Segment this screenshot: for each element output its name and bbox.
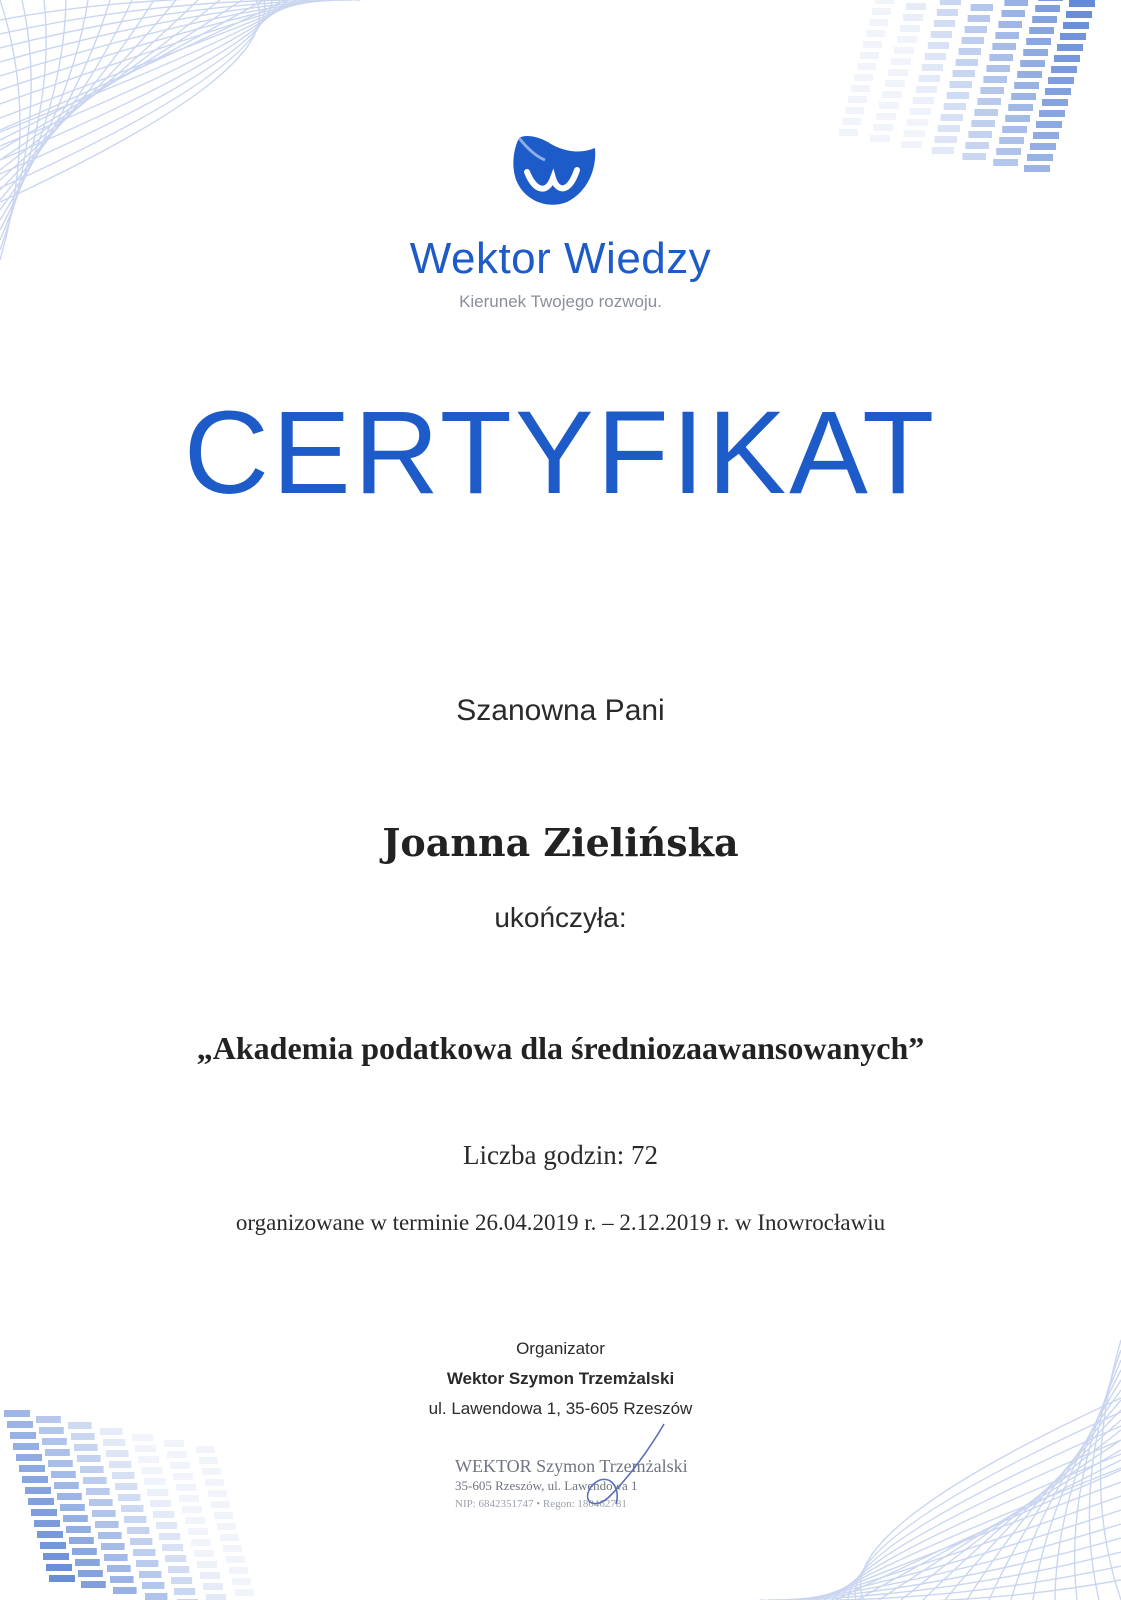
decorative-bar: [1024, 165, 1050, 172]
decorative-bar: [974, 109, 998, 116]
decorative-bar: [69, 1537, 94, 1544]
decorative-bar: [71, 1433, 95, 1440]
decorative-line: [776, 1552, 1121, 1600]
decorative-bar: [1045, 88, 1071, 95]
decorative-bar: [882, 91, 902, 98]
decorative-bar: [68, 1422, 92, 1429]
decorative-line: [0, 0, 280, 160]
decorative-line: [0, 0, 264, 140]
salutation: Szanowna Pani: [456, 694, 665, 727]
decorative-bar: [913, 97, 934, 104]
completed-label: ukończyła:: [494, 902, 627, 933]
decorative-bar: [174, 1588, 195, 1595]
decorative-bar: [1060, 33, 1086, 40]
decorative-bar: [164, 1440, 184, 1447]
decorative-line: [0, 0, 344, 48]
decorative-bar: [989, 54, 1013, 61]
decorative-line: [0, 0, 328, 76]
wave-w-logo-icon: [505, 130, 605, 210]
decorative-bar: [944, 103, 966, 110]
decorative-bar: [168, 1566, 189, 1573]
decorative-bar: [993, 159, 1018, 166]
decorative-bar: [919, 75, 940, 82]
decorative-bar: [170, 1462, 190, 1469]
decorative-line: [0, 0, 88, 220]
decorative-bar: [968, 131, 992, 138]
decorative-bar: [185, 1517, 205, 1524]
decorative-bar: [112, 1472, 134, 1479]
decorative-bar: [89, 1499, 113, 1506]
stamp-line-3: NIP: 6842351747 • Regon: 180462781: [455, 1498, 627, 1510]
decorative-bar: [971, 120, 995, 127]
decorative-bar: [1036, 121, 1062, 128]
decorative-bar: [910, 108, 931, 115]
certificate-title: CERTYFIKAT: [183, 387, 938, 519]
decorative-bar: [81, 1581, 106, 1588]
decorative-bar: [1011, 93, 1036, 100]
decorative-bar: [968, 15, 990, 22]
decorative-line: [0, 0, 154, 190]
decorative-bar: [1030, 143, 1056, 150]
decorative-line: [0, 0, 46, 240]
decorative-line: [967, 1410, 1121, 1600]
decorative-line: [0, 0, 265, 188]
decorative-bar: [19, 1465, 45, 1472]
decorative-bar: [136, 1560, 158, 1567]
decorative-bar: [78, 1570, 103, 1577]
decorative-line: [0, 0, 304, 118]
decorative-bar: [935, 136, 957, 143]
decorative-line: [0, 0, 110, 210]
decorative-bar: [223, 1545, 242, 1552]
decorative-bar: [113, 1587, 137, 1594]
decorative-line: [879, 1450, 1121, 1600]
decorative-bar: [200, 1572, 220, 1579]
decorative-bar: [1048, 77, 1074, 84]
decorative-line: [0, 0, 66, 230]
decorative-bar: [46, 1564, 72, 1571]
decorative-bar: [208, 1490, 227, 1497]
decorative-bar: [860, 52, 879, 59]
decorative-bar: [34, 1520, 60, 1527]
decorative-bar: [45, 1449, 70, 1456]
decorative-bar: [962, 153, 986, 160]
decorative-bar: [214, 1512, 233, 1519]
decorative-bar: [217, 1523, 236, 1530]
decorative-line: [0, 0, 296, 132]
decorative-bar: [182, 1506, 202, 1513]
decorative-bar: [1033, 132, 1059, 139]
decorative-bar: [1051, 66, 1077, 73]
decorative-bar: [109, 1461, 131, 1468]
decorative-bar: [153, 1511, 174, 1518]
decorative-bar: [922, 64, 943, 71]
decorative-bar: [992, 43, 1016, 50]
decorative-bar: [901, 141, 922, 148]
decorative-bar: [188, 1528, 208, 1535]
decorative-bar: [206, 1594, 226, 1600]
decorative-bar: [848, 96, 867, 103]
decorative-bar: [888, 69, 908, 76]
decorative-line: [0, 0, 360, 20]
decorative-bar: [162, 1544, 183, 1551]
decorative-bar: [941, 114, 963, 121]
course-hours: Liczba godzin: 72: [463, 1140, 658, 1170]
decorative-line: [0, 0, 312, 104]
decorative-bar: [39, 1427, 64, 1434]
decorative-bar: [133, 1549, 155, 1556]
decorative-bar: [950, 81, 972, 88]
decorative-bar: [938, 125, 960, 132]
decorative-line: [768, 1566, 1121, 1600]
decorative-bar: [167, 1451, 187, 1458]
decorative-bar: [937, 9, 958, 16]
decorative-line: [923, 1430, 1121, 1600]
decorative-bar: [839, 129, 858, 136]
decorative-bar: [48, 1460, 73, 1467]
decorative-bar: [141, 1467, 162, 1474]
decorative-bar: [66, 1526, 91, 1533]
decorative-bar: [101, 1543, 125, 1550]
decorative-bar: [977, 98, 1001, 105]
decorative-bar: [235, 1589, 254, 1596]
decorative-line: [0, 0, 286, 130]
decorative-bar: [115, 1483, 137, 1490]
decorative-line: [945, 1420, 1121, 1600]
decorative-line: [0, 0, 336, 62]
brand-tagline: Kierunek Twojego rozwoju.: [459, 292, 662, 311]
decorative-line: [901, 1440, 1121, 1600]
decorative-bar: [42, 1438, 67, 1445]
decorative-line: [0, 0, 320, 90]
decorative-bar: [999, 137, 1024, 144]
organizer-address: ul. Lawendowa 1, 35-605 Rzeszów: [428, 1399, 693, 1418]
decorative-line: [0, 0, 31, 250]
decorative-line: [860, 1398, 1121, 1600]
stamp-line-2: 35-605 Rzeszów, ul. Lawendowa 1: [455, 1478, 638, 1493]
decorative-bar: [857, 63, 876, 70]
decorative-bar: [1027, 154, 1053, 161]
decorative-bar: [107, 1565, 131, 1572]
decorative-bar: [194, 1550, 214, 1557]
decorative-bar: [124, 1516, 146, 1523]
decorative-bar: [925, 53, 946, 60]
decorative-bar: [916, 86, 937, 93]
decorative-bar: [1054, 55, 1080, 62]
decorative-bar: [1023, 49, 1048, 56]
decorative-bar: [876, 113, 896, 120]
decorative-bar: [894, 47, 914, 54]
decorative-bar: [928, 42, 949, 49]
decorative-bar: [7, 1421, 33, 1428]
decorative-bar: [86, 1488, 110, 1495]
decorative-bar: [77, 1455, 101, 1462]
decorative-bar: [971, 4, 993, 11]
decorative-bar: [16, 1454, 42, 1461]
decorative-line: [989, 1400, 1121, 1600]
decorative-bar: [980, 87, 1004, 94]
decorative-bar: [49, 1575, 75, 1582]
decorative-bar: [1026, 38, 1051, 45]
decorative-bar: [130, 1538, 152, 1545]
decorative-line: [792, 1524, 1121, 1600]
decorative-bar: [1032, 16, 1057, 23]
decorative-bar: [135, 1445, 156, 1452]
decorative-bar: [150, 1500, 171, 1507]
decorative-bar: [863, 41, 882, 48]
decorative-bar: [904, 130, 925, 137]
decorative-bar: [171, 1577, 192, 1584]
organizer-label: Organizator: [516, 1339, 605, 1358]
decorative-line: [835, 1470, 1121, 1600]
decorative-bar: [220, 1534, 239, 1541]
decorative-bar: [956, 59, 978, 66]
decorative-line: [784, 1538, 1121, 1600]
decorative-bar: [165, 1555, 186, 1562]
decorative-bar: [203, 1583, 223, 1590]
decorative-line: [808, 1496, 1121, 1600]
decorative-bar: [907, 119, 928, 126]
decorative-bar: [842, 118, 861, 125]
decorative-bar: [43, 1553, 69, 1560]
decorative-bar: [940, 0, 961, 5]
decorative-bar: [1029, 27, 1054, 34]
decorative-bar: [885, 80, 905, 87]
decorative-bar: [998, 21, 1022, 28]
signature-icon: [560, 1418, 680, 1518]
decorative-bar: [953, 70, 975, 77]
decorative-bar: [54, 1482, 79, 1489]
decorative-line: [1075, 1360, 1121, 1600]
decorative-bar: [1042, 99, 1068, 106]
decorative-bar: [1066, 11, 1092, 18]
decorative-bar: [891, 58, 911, 65]
decorative-bar: [947, 92, 969, 99]
decorative-bar: [63, 1515, 88, 1522]
decorative-bar: [28, 1498, 54, 1505]
decorative-bar: [179, 1495, 199, 1502]
decorative-bar: [31, 1509, 57, 1516]
decorative-bar: [60, 1504, 85, 1511]
decorative-bar: [1005, 115, 1030, 122]
decorative-bar: [121, 1505, 143, 1512]
decorative-bar: [110, 1576, 134, 1583]
decorative-bar: [144, 1478, 165, 1485]
decorative-line: [0, 0, 220, 160]
decorative-line: [824, 1468, 1121, 1600]
decorative-bar: [906, 3, 926, 10]
decorative-line: [0, 0, 20, 260]
decorative-bar: [106, 1450, 128, 1457]
decorative-bar: [854, 74, 873, 81]
decorative-bar: [132, 1434, 153, 1441]
decorative-bar: [995, 32, 1019, 39]
decorative-bar: [1038, 0, 1063, 1]
decorative-bar: [1020, 60, 1045, 67]
decorative-bar: [211, 1501, 230, 1508]
decorative-bar: [74, 1444, 98, 1451]
decorative-bar: [57, 1493, 82, 1500]
decorative-bar: [22, 1476, 48, 1483]
decorative-bar: [897, 36, 917, 43]
decorative-bar: [870, 135, 890, 142]
decorative-bar: [932, 147, 954, 154]
decorative-bar: [229, 1567, 248, 1574]
decorative-bar: [147, 1489, 168, 1496]
decorative-bar: [138, 1456, 159, 1463]
decorative-bar: [1001, 10, 1025, 17]
decorative-bar: [205, 1479, 224, 1486]
decorative-bar: [869, 19, 888, 26]
decorative-line: [0, 0, 176, 180]
decorative-bar: [104, 1554, 128, 1561]
decorative-bar: [1063, 22, 1089, 29]
decorative-line: [0, 0, 260, 202]
decorative-bar: [197, 1561, 217, 1568]
decorative-bar: [80, 1466, 104, 1473]
course-title: „Akademia podatkowa dla średniozaawansowanych”: [196, 1030, 925, 1066]
decorative-bar: [962, 37, 984, 44]
decorative-bar: [1004, 0, 1028, 6]
organizer-name: Wektor Szymon Trzemżalski: [446, 1369, 675, 1388]
decorative-line: [760, 1580, 1121, 1600]
decorative-bar: [159, 1533, 180, 1540]
decorative-bar: [25, 1487, 51, 1494]
decorative-bar: [13, 1443, 39, 1450]
decorative-line: [800, 1510, 1121, 1600]
decorative-bar: [127, 1527, 149, 1534]
decorative-bar: [1002, 126, 1027, 133]
decorative-bar: [10, 1432, 36, 1439]
decorative-bar: [1017, 71, 1042, 78]
decorative-bar: [845, 107, 864, 114]
decorative-bar: [196, 1446, 215, 1453]
decorative-line: [1011, 1390, 1121, 1600]
course-dates: organizowane w terminie 26.04.2019 r. – 2.12.2019 r. w Inowrocławiu: [235, 1210, 886, 1235]
decorative-bar: [191, 1539, 211, 1546]
decorative-bar: [866, 30, 885, 37]
decorative-bar: [996, 148, 1021, 155]
decorative-bar: [156, 1522, 177, 1529]
decorative-bar: [72, 1548, 97, 1555]
decorative-bar: [1014, 82, 1039, 89]
decorative-bar: [900, 25, 920, 32]
stamp-line-1: WEKTOR Szymon Trzemżalski: [455, 1456, 688, 1476]
decorative-bar: [118, 1494, 140, 1501]
recipient-name: Joanna Zielińska: [382, 820, 739, 865]
decorative-bar: [226, 1556, 245, 1563]
decorative-bar: [965, 142, 989, 149]
decorative-bar: [983, 76, 1007, 83]
decorative-bar: [872, 8, 891, 15]
decorative-bar: [965, 26, 987, 33]
decorative-bar: [103, 1439, 125, 1446]
decorative-line: [0, 0, 272, 174]
decorative-bar: [1035, 5, 1060, 12]
decorative-bar: [139, 1571, 161, 1578]
decorative-line: [0, 0, 198, 170]
decorative-bar: [142, 1582, 164, 1589]
decorative-bar: [98, 1532, 122, 1539]
decorative-line: [816, 1482, 1121, 1600]
decorative-bar: [986, 65, 1010, 72]
decorative-line: [840, 1440, 1121, 1600]
decorative-bar: [37, 1531, 63, 1538]
decorative-bar: [199, 1457, 218, 1464]
decorative-bar: [1057, 44, 1083, 51]
decorative-line: [0, 0, 352, 34]
decorative-line: [832, 1454, 1121, 1600]
decorative-bar: [851, 85, 870, 92]
decorative-bar: [1008, 104, 1033, 111]
decorative-bar: [51, 1471, 76, 1478]
decorative-bar: [173, 1473, 193, 1480]
decorative-bar: [145, 1593, 167, 1600]
decorative-line: [0, 0, 132, 200]
decorative-bar: [83, 1477, 107, 1484]
decorative-line: [0, 0, 288, 146]
decorative-bar: [40, 1542, 66, 1549]
decorative-bar: [95, 1521, 119, 1528]
decorative-bar: [1069, 0, 1095, 7]
decorative-line: [0, 0, 242, 150]
decorative-bar: [232, 1578, 251, 1585]
decorative-bar: [100, 1428, 122, 1435]
decorative-line: [855, 1412, 1121, 1600]
decorative-bar: [931, 31, 952, 38]
decorative-bar: [934, 20, 955, 27]
decorative-line: [857, 1460, 1121, 1600]
decorative-bar: [1039, 110, 1065, 117]
brand-name: Wektor Wiedzy: [409, 234, 712, 283]
decorative-bar: [959, 48, 981, 55]
decorative-bar: [176, 1484, 196, 1491]
decorative-line: [848, 1426, 1121, 1600]
decorative-bar: [879, 102, 899, 109]
decorative-bar: [873, 124, 893, 131]
decorative-bar: [202, 1468, 221, 1475]
decorative-bar: [75, 1559, 100, 1566]
decorative-bar: [903, 14, 923, 21]
decorative-bar: [875, 0, 894, 4]
decorative-bar: [92, 1510, 116, 1517]
